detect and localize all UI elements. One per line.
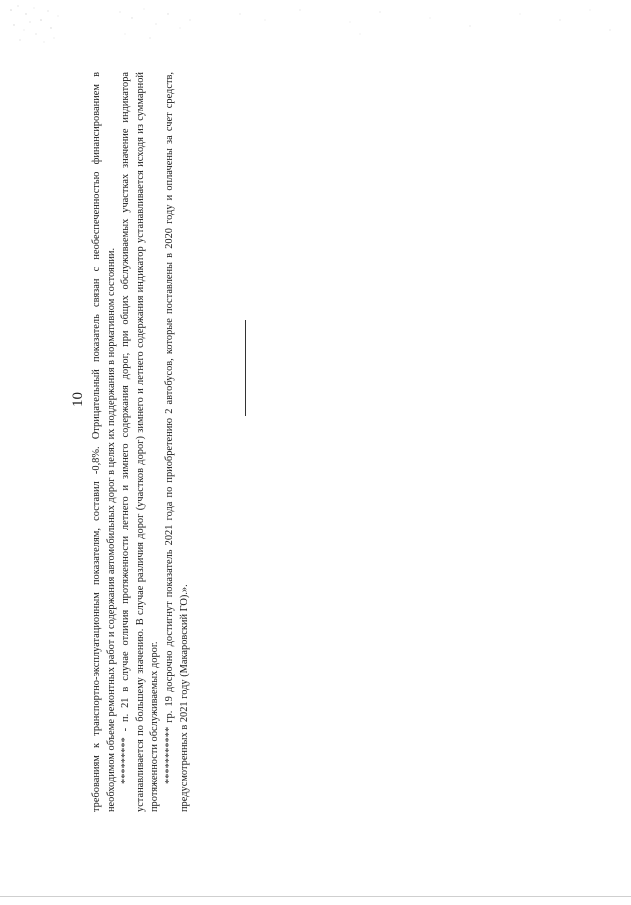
paragraph-2: ********* - п. 21 в случае отличия протяженности летнего и зимнего содержания дорог, при общих обслуживаемых участках значение индикатора устанавливается по большему значению. В случае различия дорог (участков дорог) зимнего и летнего содержания индикатор устанавливается исходя из суммарной протяженности обслуживаемых дорог.	[120, 72, 161, 812]
scan-noise-center	[110, 0, 200, 48]
paragraph-1: требованиям к транспортно-эксплуатационным показателям, составил -0,8%. Отрицательный показатель связан с необеспеченностью финансированием в необходимом объеме ремонтных работ и содержания автомобильных дорог в целях их поддержания в нормативном состоянии.	[91, 72, 117, 812]
body-text	[90, 72, 192, 812]
separator-rule	[245, 320, 246, 416]
paragraph-3: *********** гр. 19 досрочно достигнут показатель 2021 года по приобретению 2 автобусов, которые поставлены в 2020 году и оплачены за счет средств, предусмотренных в 2021 году (Макаровский ГО).».	[163, 72, 190, 812]
scan-edge-line	[0, 896, 631, 897]
rotated-page-content	[70, 52, 190, 812]
scan-noise-right	[220, 0, 620, 48]
scan-noise-left	[6, 0, 66, 48]
page-number: 10	[70, 392, 86, 407]
